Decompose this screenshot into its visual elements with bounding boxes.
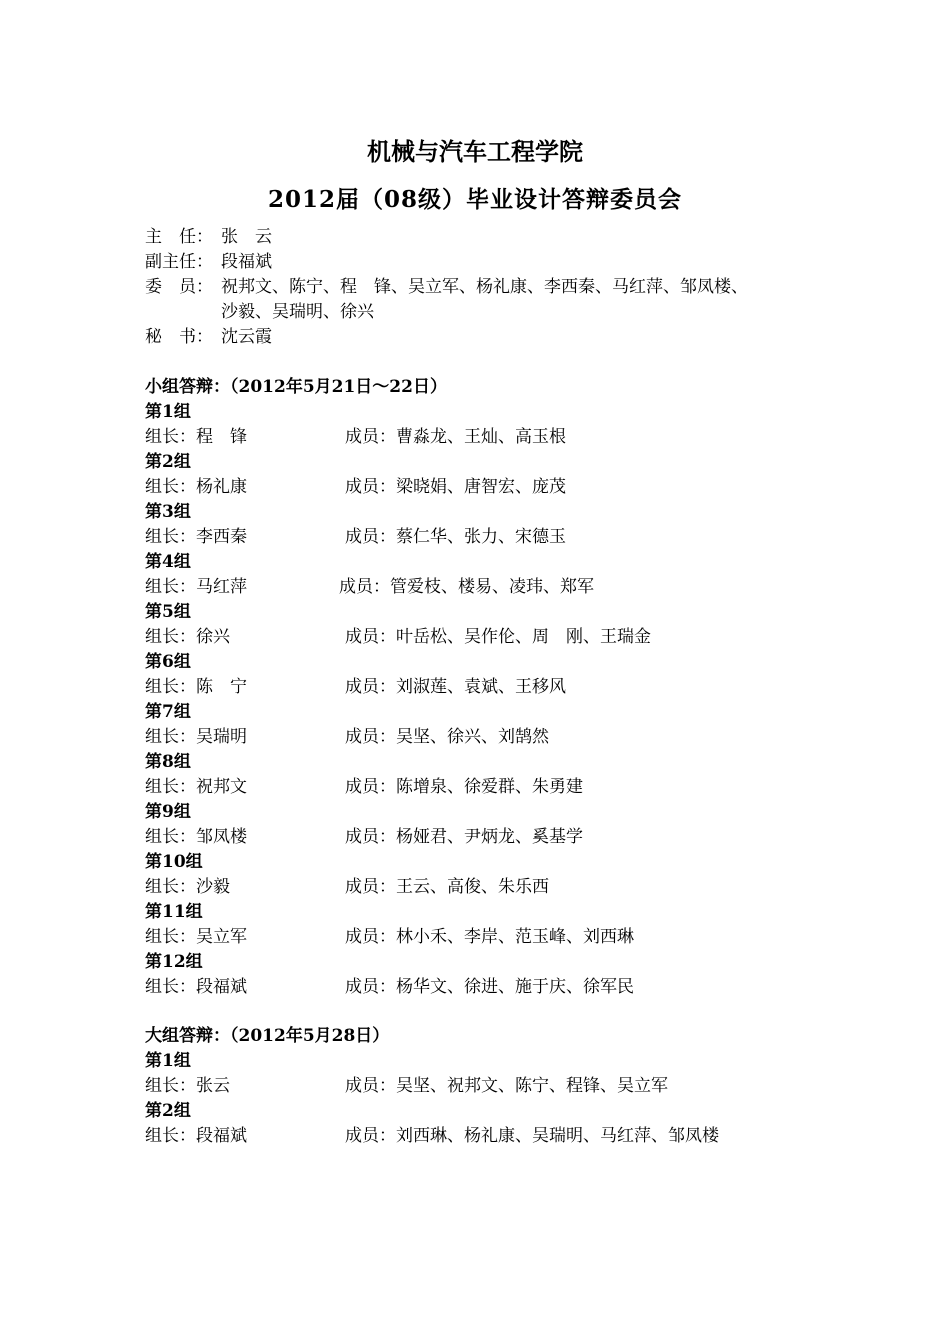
group-members: 成员：叶岳松、吴作伦、周 刚、王瑞金 [345, 626, 651, 647]
chair-label: 主 任： [145, 227, 213, 247]
secretary-label: 秘 书： [145, 327, 213, 347]
group-leader: 组长：杨礼康 [145, 476, 247, 497]
members-value-line2: 沙毅、吴瑞明、徐兴 [221, 302, 374, 322]
group-row [145, 775, 845, 800]
group-row [145, 725, 845, 750]
group-name: 第8组 [145, 751, 191, 772]
group-row [145, 675, 845, 700]
group-members: 成员：曹淼龙、王灿、高玉根 [345, 426, 566, 447]
group-row [145, 525, 845, 550]
members-label: 委 员： [145, 277, 213, 297]
group-row [145, 925, 845, 950]
group-leader: 组长：张云 [145, 1076, 230, 1096]
group-members: 成员：王云、高俊、朱乐西 [345, 876, 549, 897]
section-spacer [145, 1000, 845, 1025]
group-row [145, 475, 845, 500]
group-block [145, 500, 845, 550]
section-spacer [145, 350, 845, 375]
group-leader: 组长：李西秦 [145, 526, 247, 547]
group-name: 第5组 [145, 601, 191, 622]
group-row [145, 825, 845, 850]
group-block [145, 1099, 845, 1149]
group-block [145, 950, 845, 1000]
secretary-value: 沈云霞 [221, 327, 272, 347]
large-group-list [145, 1049, 845, 1149]
group-row [145, 875, 845, 900]
group-members: 成员：刘西琳、杨礼康、吴瑞明、马红萍、邹凤楼 [345, 1126, 719, 1146]
group-name: 第2组 [145, 1101, 191, 1121]
group-leader: 组长：程 锋 [145, 426, 247, 447]
group-block [145, 1049, 845, 1099]
group-block [145, 400, 845, 450]
small-group-list [145, 400, 845, 1000]
group-name: 第11组 [145, 901, 203, 922]
group-row [145, 625, 845, 650]
group-name: 第1组 [145, 1051, 191, 1071]
group-row [145, 1124, 845, 1149]
group-leader: 组长：沙毅 [145, 876, 230, 897]
group-members: 成员：刘淑莲、袁斌、王移风 [345, 676, 566, 697]
group-leader: 组长：吴立军 [145, 926, 247, 947]
group-members: 成员：吴坚、徐兴、刘鹄然 [345, 726, 549, 747]
document-title: 机械与汽车工程学院 [367, 137, 583, 166]
group-block [145, 550, 845, 600]
group-name: 第10组 [145, 851, 203, 872]
group-leader: 组长：吴瑞明 [145, 726, 247, 747]
group-members: 成员：杨华文、徐进、施于庆、徐军民 [345, 976, 634, 997]
group-name: 第6组 [145, 651, 191, 672]
group-row [145, 975, 845, 1000]
group-block [145, 800, 845, 850]
group-block [145, 900, 845, 950]
small-group-heading: 小组答辩：（2012年5月21日～22日） [145, 376, 447, 397]
group-leader: 组长：徐兴 [145, 626, 230, 647]
group-block [145, 750, 845, 800]
vice-chair-label: 副主任： [145, 252, 213, 272]
group-block [145, 450, 845, 500]
group-name: 第7组 [145, 701, 191, 722]
chair-value: 张 云 [221, 227, 272, 247]
group-members: 成员：陈增泉、徐爱群、朱勇建 [345, 776, 583, 797]
committee-members-row-continued [145, 300, 845, 325]
group-row [145, 425, 845, 450]
group-name: 第2组 [145, 451, 191, 472]
group-row [145, 575, 845, 600]
committee-vice-chair-row [145, 250, 845, 275]
committee-chair-row [145, 225, 845, 250]
group-name: 第4组 [145, 551, 191, 572]
group-members: 成员：林小禾、李岸、范玉峰、刘西琳 [345, 926, 634, 947]
members-value-line1: 祝邦文、陈宁、程 锋、吴立军、杨礼康、李西秦、马红萍、邹凤楼、 [221, 277, 748, 297]
group-row [145, 1074, 845, 1099]
group-block [145, 850, 845, 900]
group-name: 第3组 [145, 501, 191, 522]
group-leader: 组长：段福斌 [145, 1126, 247, 1146]
large-group-heading: 大组答辩：（2012年5月28日） [145, 1026, 390, 1046]
group-leader: 组长：陈 宁 [145, 676, 247, 697]
group-leader: 组长：祝邦文 [145, 776, 247, 797]
group-name: 第12组 [145, 951, 203, 972]
group-block [145, 700, 845, 750]
group-leader: 组长：段福斌 [145, 976, 247, 997]
group-block [145, 600, 845, 650]
document-subtitle: 2012届（08级）毕业设计答辩委员会 [267, 186, 683, 213]
group-block [145, 650, 845, 700]
vice-chair-value: 段福斌 [221, 252, 272, 272]
committee-secretary-row [145, 325, 845, 350]
group-name: 第9组 [145, 801, 191, 822]
document-body [145, 225, 845, 1149]
group-name: 第1组 [145, 401, 191, 422]
group-members: 成员：吴坚、祝邦文、陈宁、程锋、吴立军 [345, 1076, 668, 1096]
group-members: 成员：梁晓娟、唐智宏、庞茂 [345, 476, 566, 497]
group-members: 成员：管爱枝、楼易、凌玮、郑军 [339, 576, 594, 597]
committee-members-row [145, 275, 845, 300]
group-leader: 组长：马红萍 [145, 576, 247, 597]
group-members: 成员：杨娅君、尹炳龙、奚基学 [345, 826, 583, 847]
group-members: 成员：蔡仁华、张力、宋德玉 [345, 526, 566, 547]
group-leader: 组长：邹凤楼 [145, 826, 247, 847]
